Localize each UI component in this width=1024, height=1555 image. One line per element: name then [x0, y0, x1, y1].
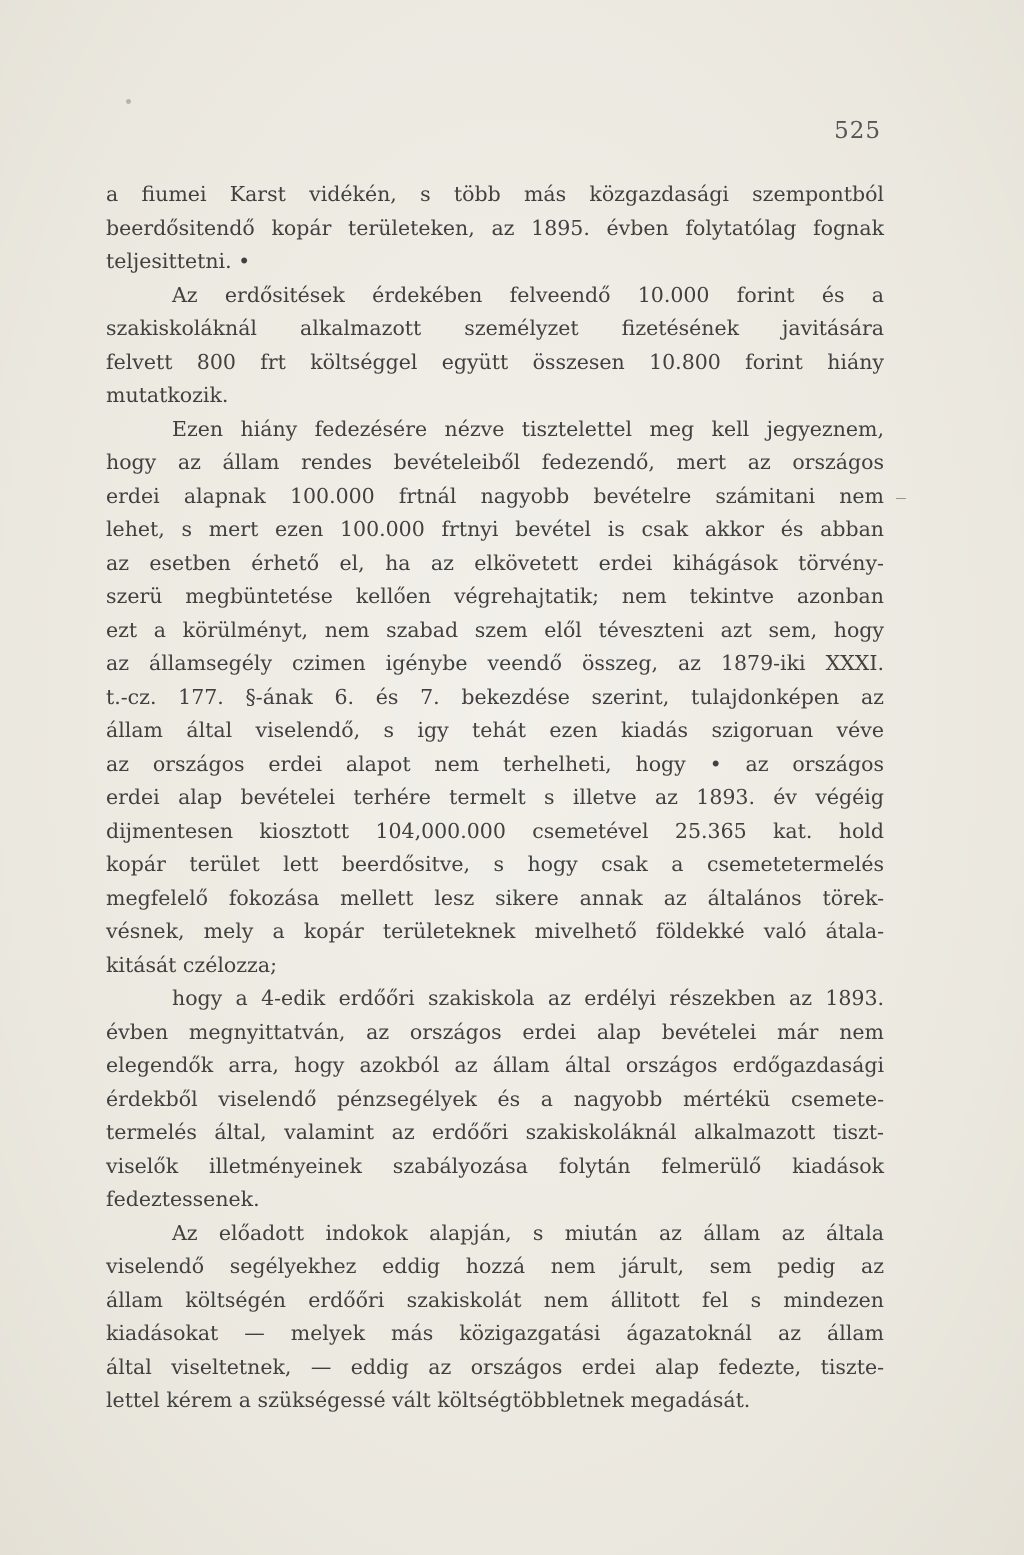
text-line: lettel kérem a szükségessé vált költségtöbbletnek megadását. — [106, 1388, 751, 1412]
text-line: fedeztessenek. — [106, 1187, 260, 1211]
text-line: viselendő segélyekhez eddig hozzá nem járult, sem pedig az — [106, 1254, 884, 1278]
text-line: állam által viselendő, s igy tehát ezen kiadás szigoruan véve — [106, 718, 884, 742]
text-line: t.-cz. 177. §-ának 6. és 7. bekezdése szerint, tulajdonképen az — [106, 684, 884, 709]
text-line: az esetben érhető el, ha az elkövetett erdei kihágások törvény- — [106, 550, 884, 575]
text-line: vésnek, mely a kopár területeknek mivelhető földekké való átala- — [106, 919, 884, 943]
text-line: kopár terület lett beerdősitve, s hogy csak a csemetetermelés — [106, 852, 884, 876]
text-line: hogy a 4-edik erdőőri szakiskola az erdélyi részekben az 1893. — [172, 986, 884, 1010]
page-number: 525 — [834, 118, 881, 144]
text-line: teljesittetni. • — [106, 249, 251, 273]
text-line: viselők illetményeinek szabályozása folytán felmerülő kiadások — [106, 1153, 884, 1178]
text-line: erdei alap bevételei terhére termelt s illetve az 1893. év végéig — [106, 785, 884, 809]
text-line: az államsegély czimen igénybe veendő összeg, az 1879-iki XXXI. — [106, 651, 884, 675]
text-line: megfelelő fokozása mellett lesz sikere annak az általános törek- — [106, 885, 884, 910]
body-text — [106, 178, 884, 1418]
text-line: szerü megbüntetése kellően végrehajtatik; nem tekintve azonban — [106, 584, 884, 608]
text-line: érdekből viselendő pénzsegélyek és a nagyobb mértékü csemete- — [106, 1086, 884, 1111]
text-line: állam költségén erdőőri szakiskolát nem állitott fel s mindezen — [106, 1287, 884, 1312]
text-line: által viseltetnek, — eddig az országos erdei alap fedezte, tiszte- — [106, 1354, 884, 1379]
text-line: erdei alapnak 100.000 frtnál nagyobb bevételre számitani nem — [106, 483, 884, 508]
text-line: az országos erdei alapot nem terhelheti, hogy • az országos — [106, 751, 884, 776]
text-line: Az erdősitések érdekében felveendő 10.000 forint és a — [172, 282, 884, 307]
text-line: elegendők arra, hogy azokból az állam által országos erdőgazdasági — [106, 1053, 884, 1077]
text-line: kitását czélozza; — [106, 952, 277, 977]
text-line: felvett 800 frt költséggel együtt összesen 10.800 forint hiány — [106, 349, 884, 374]
scan-speck — [126, 99, 131, 104]
text-line: Az előadott indokok alapján, s miután az állam az általa — [172, 1220, 884, 1245]
text-line: hogy az állam rendes bevételeiből fedezendő, mert az országos — [106, 450, 884, 474]
text-line: mutatkozik. — [106, 383, 229, 407]
text-line: szakiskoláknál alkalmazott személyzet fizetésének javitására — [106, 316, 884, 340]
text-line: ezt a körülményt, nem szabad szem elől téveszteni azt sem, hogy — [106, 617, 884, 642]
text-line: kiadásokat — melyek más közigazgatási ágazatoknál az állam — [106, 1321, 884, 1345]
text-line: termelés által, valamint az erdőőri szakiskoláknál alkalmazott tiszt- — [106, 1120, 884, 1144]
text-line: lehet, s mert ezen 100.000 frtnyi bevétel is csak akkor és abban — [106, 517, 884, 541]
text-line: dijmentesen kiosztott 104,000.000 csemetével 25.365 kat. hold — [106, 818, 884, 843]
text-line: beerdősitendő kopár területeken, az 1895. évben folytatólag fognak — [106, 215, 884, 240]
text-line: a fiumei Karst vidékén, s több más közgazdasági szempontból — [106, 182, 884, 206]
text-line: évben megnyittatván, az országos erdei alap bevételei már nem — [106, 1019, 884, 1044]
margin-mark — [896, 498, 906, 499]
text-line: Ezen hiány fedezésére nézve tisztelettel meg kell jegyeznem, — [172, 416, 884, 441]
